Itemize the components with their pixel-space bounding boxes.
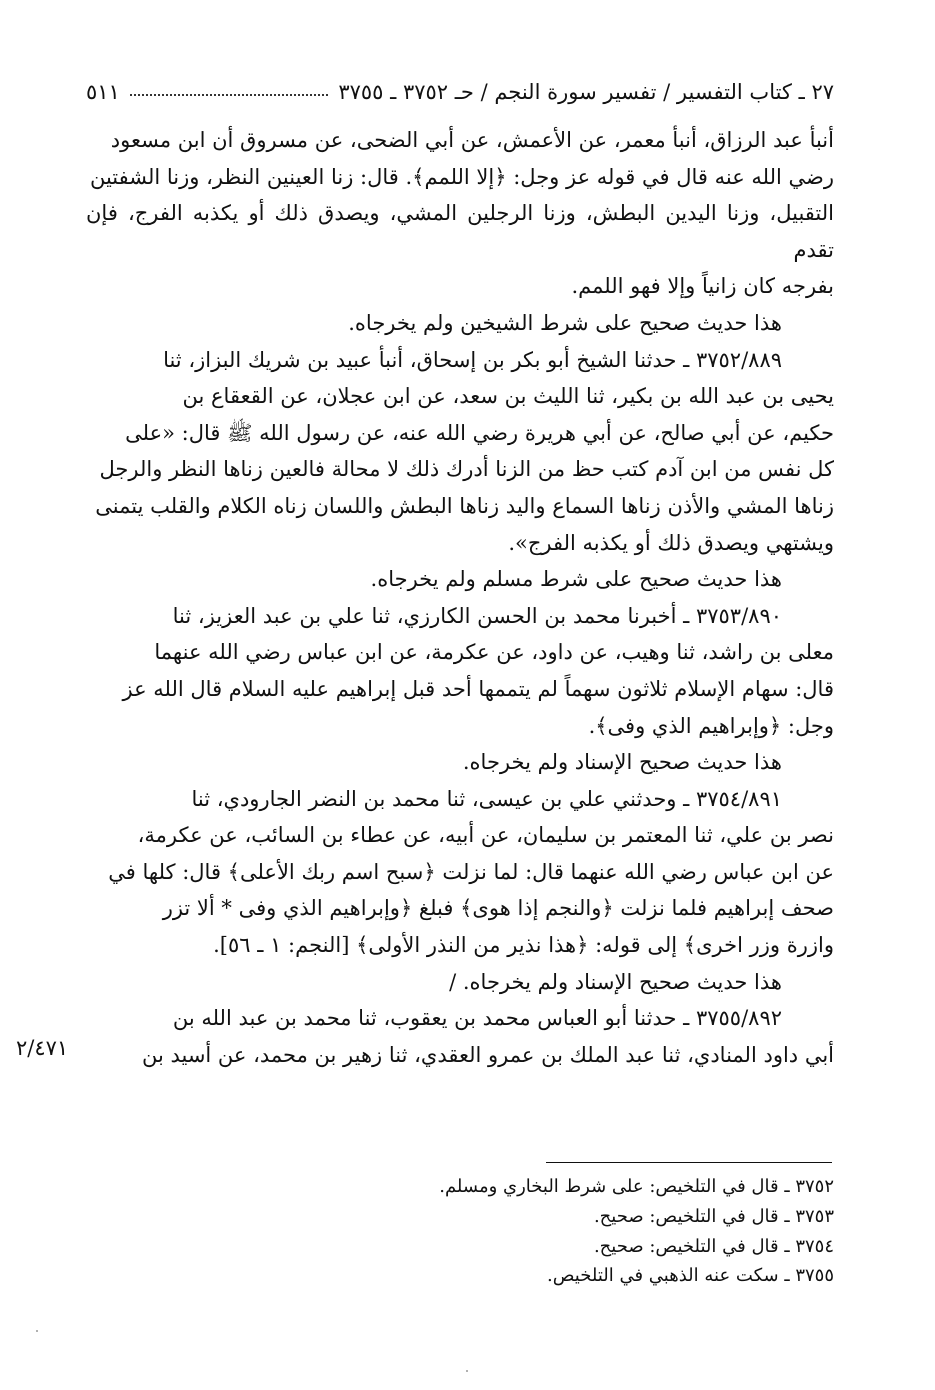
text-line: أبي داود المنادي، ثنا عبد الملك بن عمرو العقدي، ثنا زهير بن محمد، عن أسيد بن bbox=[141, 1042, 834, 1067]
text-line: قال: سهام الإسلام ثلاثون سهماً لم يتممها أحد قبل إبراهيم عليه السلام قال الله عز bbox=[122, 676, 834, 701]
footnote-item: ٣٧٥٥ ـ سكت عنه الذهبي في التلخيص. bbox=[547, 1265, 834, 1287]
scan-speck bbox=[36, 1330, 38, 1332]
hadith-heading-line: ٣٧٥٣/٨٩٠ ـ أخبرنا محمد بن الحسن الكارزي، ثنا علي بن عبد العزيز، ثنا bbox=[172, 603, 782, 628]
page-number: ٥١١ bbox=[86, 80, 120, 104]
hadith-heading-line: ٣٧٥٢/٨٨٩ ـ حدثنا الشيخ أبو بكر بن إسحاق، أنبأ عبيد بن شريك البزاز، ثنا bbox=[163, 347, 782, 372]
text-line: حكيم، عن أبي صالح، عن أبي هريرة رضي الله عنه، عن رسول الله ﷺ قال: «على bbox=[125, 420, 834, 445]
text-line: صحف إبراهيم فلما نزلت ﴿والنجم إذا هوى﴾ فبلغ ﴿وإبراهيم الذي وفى * ألا تزر bbox=[162, 896, 834, 921]
text-line: نصر بن علي، ثنا المعتمر بن سليمان، عن أبيه، عن عطاء بن السائب، عن عكرمة، bbox=[137, 823, 834, 848]
text-line: يحيى بن عبد الله بن بكير، ثنا الليث بن سعد، عن ابن عجلان، عن القعقاع بن bbox=[182, 384, 834, 409]
running-header bbox=[86, 64, 834, 104]
footnote-item: ٣٧٥٤ ـ قال في التلخيص: صحيح. bbox=[593, 1235, 834, 1257]
text-line: هذا حديث صحيح على شرط مسلم ولم يخرجاه. bbox=[370, 567, 782, 592]
text-line: زناها المشي والأذن زناها السماع واليد زناها البطش واللسان زناه الكلام والقلب يتمنى bbox=[95, 493, 834, 518]
text-line: معلى بن راشد، ثنا وهيب، عن داود، عن عكرمة، عن ابن عباس رضي الله عنهما bbox=[154, 640, 834, 665]
scan-speck bbox=[466, 1370, 468, 1372]
text-line: وازرة وزر اخرى﴾ إلى قوله: ﴿هذا نذير من النذر الأولى﴾ [النجم: ١ ـ ٥٦]. bbox=[213, 933, 834, 958]
text-line: رضي الله عنه قال في قوله عز وجل: ﴿إلا اللمم﴾. قال: زنا العينين النظر، وزنا الشفتين bbox=[89, 164, 834, 189]
margin-reference: ٢/٤٧١ bbox=[16, 1036, 69, 1060]
footnote-item: ٣٧٥٢ ـ قال في التلخيص: على شرط البخاري ومسلم. bbox=[439, 1176, 834, 1197]
text-line: عن ابن عباس رضي الله عنهما قال: لما نزلت ﴿سبح اسم ربك الأعلى﴾ قال: كلها في bbox=[108, 859, 834, 884]
hadith-heading-line: ٣٧٥٥/٨٩٢ ـ حدثنا أبو العباس محمد بن يعقوب، ثنا محمد بن عبد الله بن bbox=[172, 1006, 782, 1031]
text-line: ويشتهي ويصدق ذلك أو يكذبه الفرج». bbox=[508, 530, 834, 555]
text-line: هذا حديث صحيح الإسناد ولم يخرجاه. bbox=[462, 750, 782, 775]
text-line: هذا حديث صحيح على شرط الشيخين ولم يخرجاه. bbox=[348, 310, 782, 335]
main-text bbox=[86, 122, 834, 1073]
header-leader-dots bbox=[130, 94, 328, 96]
footnote-item: ٣٧٥٣ ـ قال في التلخيص: صحيح. bbox=[593, 1205, 834, 1227]
text-line: هذا حديث صحيح الإسناد ولم يخرجاه. / bbox=[449, 969, 782, 994]
hadith-heading-line: ٣٧٥٤/٨٩١ ـ وحدثني علي بن عيسى، ثنا محمد بن النضر الجارودي، ثنا bbox=[191, 786, 782, 811]
footnotes bbox=[86, 1172, 834, 1291]
text-line: التقبيل، وزنا اليدين البطش، وزنا الرجلين المشي، ويصدق ذلك أو يكذبه الفرج، فإن تقدم bbox=[86, 201, 834, 262]
text-line: بفرجه كان زانياً وإلا فهو اللمم. bbox=[571, 274, 834, 299]
header-title: ٢٧ ـ كتاب التفسير / تفسير سورة النجم / حـ ٣٧٥٢ ـ ٣٧٥٥ bbox=[338, 80, 834, 104]
footnote-divider bbox=[546, 1162, 832, 1163]
text-line: وجل: ﴿وإبراهيم الذي وفى﴾. bbox=[588, 713, 834, 738]
text-line: أنبأ عبد الرزاق، أنبأ معمر، عن الأعمش، عن أبي الضحى، عن مسروق أن ابن مسعود bbox=[110, 128, 834, 152]
text-line: كل نفس من ابن آدم كتب حظ من الزنا أدرك ذلك لا محالة فالعين زناها النظر والرجل bbox=[99, 457, 834, 482]
